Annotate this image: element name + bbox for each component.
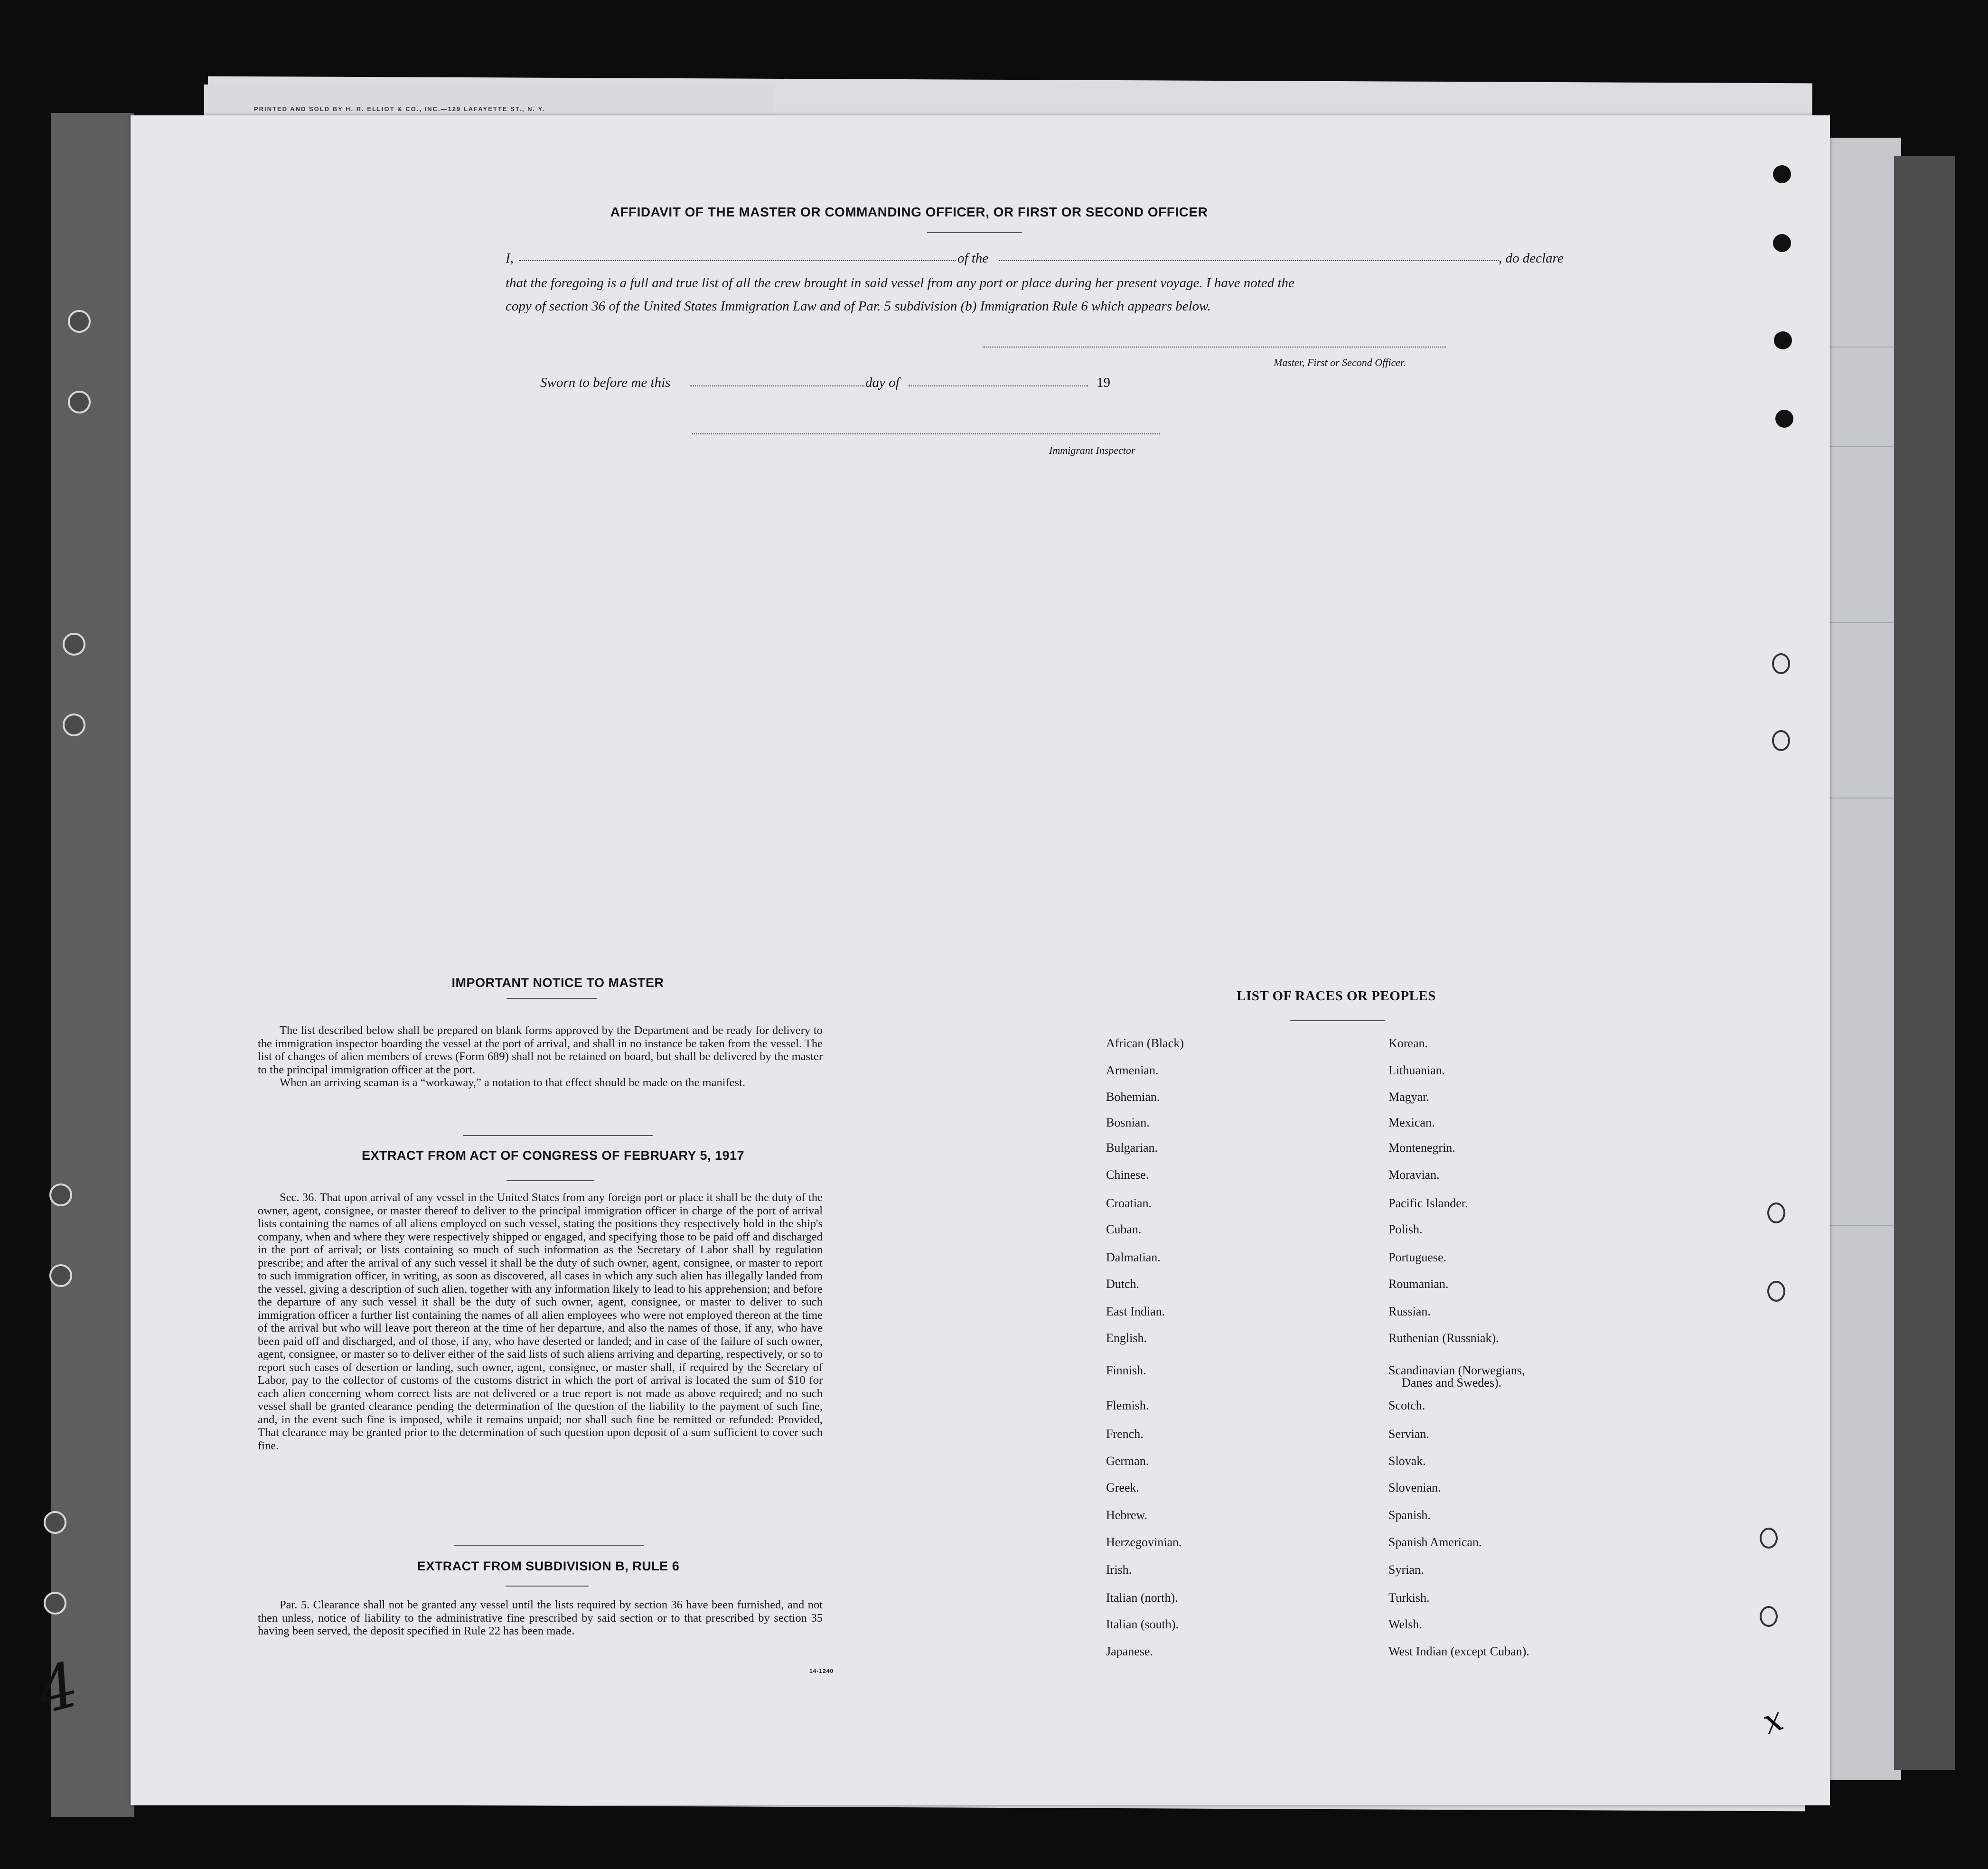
- punch-hole-icon: [1772, 653, 1790, 674]
- act-extract-body: [258, 1191, 823, 1452]
- race-item: Slovenian.: [1388, 1481, 1441, 1494]
- year-label: 19: [1097, 375, 1110, 390]
- notice-body: [258, 1024, 823, 1089]
- inspector-signature-label: Immigrant Inspector: [1049, 444, 1135, 456]
- race-item: Moravian.: [1388, 1168, 1440, 1182]
- race-item: Turkish.: [1388, 1591, 1430, 1605]
- day-of-label: day of: [865, 375, 900, 390]
- affiant-name-field[interactable]: [519, 260, 956, 261]
- race-item: Japanese.: [1106, 1644, 1153, 1658]
- affidavit-of-the-label: of the: [957, 251, 989, 266]
- race-item: Croatian.: [1106, 1196, 1152, 1210]
- rule-extract-title: EXTRACT FROM SUBDIVISION B, RULE 6: [417, 1559, 680, 1573]
- race-item: Cuban.: [1106, 1222, 1142, 1236]
- left-binding: [51, 113, 134, 1817]
- sworn-month-field[interactable]: [908, 385, 1088, 386]
- divider: [1290, 1020, 1385, 1021]
- affidavit-i-label: I,: [506, 251, 514, 266]
- race-item: Scotch.: [1388, 1399, 1425, 1412]
- race-item: Korean.: [1388, 1036, 1428, 1050]
- race-item: Mexican.: [1388, 1116, 1435, 1129]
- race-item: Scandinavian (Norwegians,: [1388, 1363, 1525, 1377]
- printer-imprint: PRINTED AND SOLD BY H. R. ELLIOT & CO., INC.—129 LAFAYETTE ST., N. Y.: [254, 105, 545, 113]
- race-item: Herzegovinian.: [1106, 1535, 1182, 1549]
- race-item-continuation: Danes and Swedes).: [1402, 1376, 1502, 1390]
- race-item: Servian.: [1388, 1427, 1429, 1441]
- race-item: Polish.: [1388, 1222, 1423, 1236]
- form-number: 14-1240: [809, 1668, 834, 1674]
- punch-hole-icon: [1772, 730, 1790, 751]
- race-item: Hebrew.: [1106, 1508, 1148, 1522]
- race-item: Spanish American.: [1388, 1535, 1482, 1549]
- race-item: Dutch.: [1106, 1277, 1140, 1291]
- race-item: Bohemian.: [1106, 1090, 1160, 1104]
- rule-extract-body: [258, 1598, 823, 1638]
- binding-hole-icon: [63, 714, 85, 736]
- affidavit-title: AFFIDAVIT OF THE MASTER OR COMMANDING OFFICER, OR FIRST OR SECOND OFFICER: [610, 205, 1208, 219]
- punch-hole-icon: [1760, 1528, 1778, 1549]
- race-item: Bosnian.: [1106, 1116, 1150, 1129]
- race-item: Lithuanian.: [1388, 1063, 1445, 1077]
- affidavit-page: [131, 115, 1830, 1805]
- handwritten-left-mark: 4: [29, 1648, 86, 1728]
- binding-hole-icon: [44, 1592, 66, 1615]
- rule-par-5-text: Par. 5. Clearance shall not be granted any vessel until the lists required by section 36 have been furnished, and not then unless, notice of liability to the administrative fine prescribed by said section or to that prescribed by section 35 having been served, the deposit specified in Rule 22 has been made.: [258, 1598, 823, 1637]
- binding-hole-icon: [49, 1183, 72, 1206]
- act-extract-title: EXTRACT FROM ACT OF CONGRESS OF FEBRUARY 5, 1917: [361, 1148, 745, 1163]
- punch-hole-icon: [1760, 1606, 1778, 1627]
- race-item: Ruthenian (Russniak).: [1388, 1331, 1499, 1345]
- race-item: Welsh.: [1388, 1617, 1422, 1631]
- race-item: Portuguese.: [1388, 1250, 1447, 1264]
- sworn-day-field[interactable]: [690, 385, 864, 386]
- race-item: Russian.: [1388, 1305, 1431, 1318]
- race-item: Syrian.: [1388, 1563, 1424, 1577]
- affidavit-statement-line-2: that the foregoing is a full and true list of all the crew brought in said vessel from any port or place during her present voyage. I have noted the: [506, 275, 1294, 291]
- race-item: Flemish.: [1106, 1399, 1149, 1412]
- race-item: Bulgarian.: [1106, 1141, 1158, 1155]
- race-item: Chinese.: [1106, 1168, 1149, 1182]
- binding-hole-icon: [49, 1264, 72, 1287]
- sworn-label: Sworn to before me this: [540, 375, 671, 390]
- race-item: Armenian.: [1106, 1063, 1159, 1077]
- divider: [454, 1545, 644, 1546]
- binding-hole-icon: [63, 633, 85, 656]
- master-signature-label: Master, First or Second Officer.: [1274, 357, 1406, 368]
- inspector-signature-field[interactable]: [692, 433, 1160, 434]
- binding-hole-icon: [68, 310, 91, 333]
- race-item: Dalmatian.: [1106, 1250, 1161, 1264]
- race-item: Pacific Islander.: [1388, 1196, 1468, 1210]
- notice-title: IMPORTANT NOTICE TO MASTER: [451, 976, 664, 990]
- notice-paragraph-2: When an arriving seaman is a “workaway,” a notation to that effect should be made on the manifest.: [280, 1076, 746, 1089]
- divider: [506, 1586, 589, 1587]
- race-item: Finnish.: [1106, 1363, 1146, 1377]
- punch-hole-icon: [1774, 331, 1792, 349]
- divider: [927, 232, 1022, 233]
- race-item: Magyar.: [1388, 1090, 1429, 1104]
- punch-hole-icon: [1773, 234, 1791, 252]
- affidavit-declare-label: , do declare: [1499, 251, 1564, 266]
- notice-paragraph-1: The list described below shall be prepared on blank forms approved by the Department and be ready for delivery to the immigration inspector boarding the vessel at the port of arrival, and shall in no instance be taken from the vessel. The list of changes of alien members of crews (Form 689) shall not be retained on board, but shall be delivered by the master to the principal immigration officer at the port.: [258, 1024, 823, 1076]
- act-section-36-text: Sec. 36. That upon arrival of any vessel in the United States from any foreign port or place it shall be the duty of the owner, agent, consignee, or master thereof to deliver to the principal immigration officer in charge of the port of arrival lists containing the names of all aliens employed on such vessel, stating the positions they respectively hold in the ship's company, when and where they were respectively shipped or engaged, and specifying those to be paid off and discharged in the port of arrival; or lists containing so much of such information as the Secretary of Labor shall by regulation prescribe; and after the arrival of any such vessel it shall be the duty of such owner, agent, consignee, or master to report to such immigration officer, in writing, as soon as discovered, all cases in which any such alien has illegally landed from the vessel, giving a description of such alien, together with any information likely to lead to his apprehension; and before the departure of any such vessel it shall be the duty of such owner, agent, consignee, or master to deliver to such immigration officer a further list containing the names of all alien employees who were not employed thereon at the time of the arrival but who will leave port thereon at the time of her departure, and also the names of those, if any, who have been paid off and discharged, and of those, if any, who have deserted or landed; and in case of the failure of such owner, agent, consignee, or master so to deliver either of the said lists of such aliens arriving and departing, respectively, or so to report such cases of desertion or landing, such owner, agent, consignee, or master shall, if required by the Secretary of Labor, pay to the collector of customs of the customs district in which the port of arrival is located the sum of $10 for each alien concerning whom correct lists are not delivered or a true report is not made as above required; and no such vessel shall be granted clearance pending the determination of the question of the liability to the payment of such fine, and, in the event such fine is imposed, while it remains unpaid; nor shall such fine be remitted or refunded: Provided, That clearance may be granted prior to the determination of such question upon deposit of a sum sufficient to cover such fine.: [258, 1191, 823, 1452]
- affidavit-statement-line-3: copy of section 36 of the United States Immigration Law and of Par. 5 subdivision (b) Immigration Rule 6 which appears below.: [506, 299, 1211, 314]
- master-signature-field[interactable]: [983, 347, 1446, 348]
- race-item: West Indian (except Cuban).: [1388, 1644, 1529, 1658]
- punch-hole-icon: [1767, 1202, 1785, 1223]
- race-item: East Indian.: [1106, 1305, 1165, 1318]
- race-item: German.: [1106, 1454, 1149, 1468]
- punch-hole-icon: [1775, 410, 1793, 428]
- race-item: Italian (north).: [1106, 1591, 1178, 1605]
- race-item: Roumanian.: [1388, 1277, 1449, 1291]
- right-binding: [1894, 156, 1955, 1770]
- race-item: Greek.: [1106, 1481, 1140, 1494]
- binding-hole-icon: [68, 391, 91, 413]
- punch-hole-icon: [1767, 1281, 1785, 1302]
- race-item: Italian (south).: [1106, 1617, 1179, 1631]
- race-item: English.: [1106, 1331, 1147, 1345]
- binding-hole-icon: [44, 1511, 66, 1534]
- race-item: Montenegrin.: [1388, 1141, 1455, 1155]
- divider: [463, 1135, 653, 1136]
- divider: [506, 998, 597, 999]
- race-item: Irish.: [1106, 1563, 1132, 1577]
- race-item: African (Black): [1106, 1036, 1184, 1050]
- punch-hole-icon: [1773, 165, 1791, 183]
- races-title: LIST OF RACES OR PEOPLES: [1237, 988, 1436, 1004]
- vessel-name-field[interactable]: [999, 260, 1499, 261]
- race-item: Slovak.: [1388, 1454, 1426, 1468]
- race-item: Spanish.: [1388, 1508, 1431, 1522]
- divider: [506, 1180, 594, 1181]
- handwritten-corner-mark: x: [1757, 1699, 1789, 1742]
- race-item: French.: [1106, 1427, 1144, 1441]
